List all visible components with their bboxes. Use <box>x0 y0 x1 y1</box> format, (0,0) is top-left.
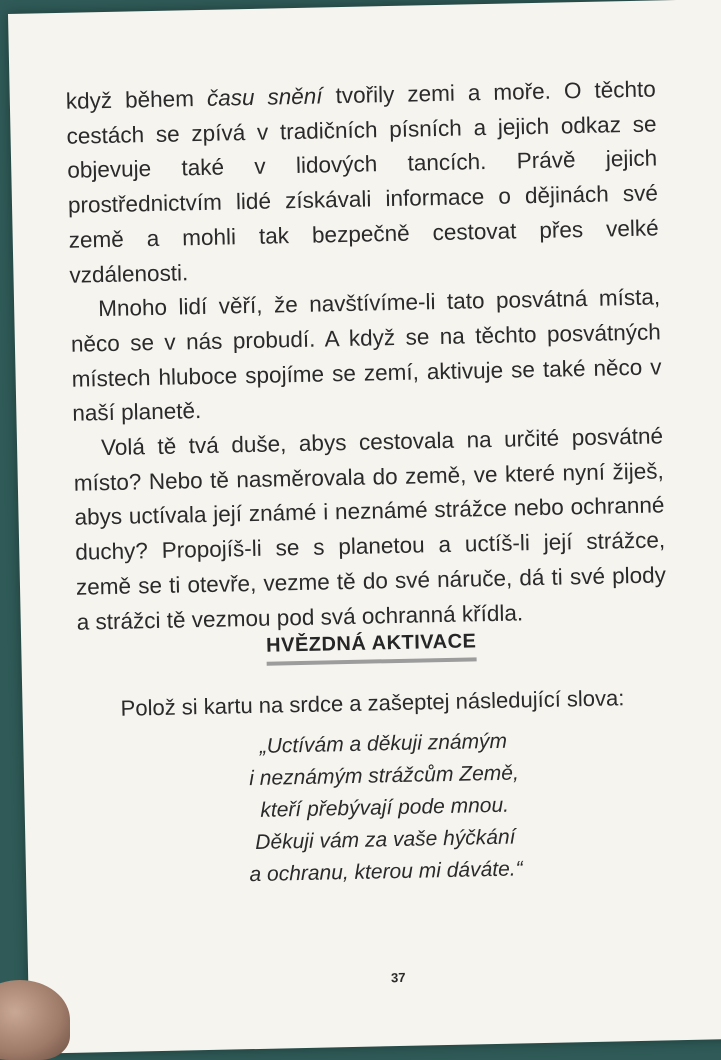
poem-line: a ochranu, kterou mi dáváte.“ <box>249 857 523 887</box>
poem-line: Děkuji vám za vaše hýčkání <box>255 825 516 855</box>
paragraph-2: Mnoho lidí věří, že navštívíme-li tato posvátná místa, něco se v nás probudí. A když se na těchto posvátných místech hluboce spojíme se zemí, aktivuje se také něco v naší planetě. <box>70 284 662 427</box>
poem-line: i neznámým strážcům Země, <box>249 761 520 791</box>
paragraph-1: když během času snění tvořily zemi a moře. O těchto cestách se zpívá v tradičních písních a jejich odkaz se objevuje také v lidových tancích. Právě jejich prostřednictvím lidé získávali informace o dějinách své země a mohli tak bezpečně cestovat přes velké vzdálenosti. <box>65 76 659 288</box>
poem-line: „Uctívám a děkuji známým <box>259 729 508 758</box>
instruction-text: Polož si kartu na srdce a zašeptej následující slova: <box>120 685 625 721</box>
page-number: 37 <box>390 969 406 986</box>
emphasis-text: času snění <box>206 83 323 111</box>
body-text <box>65 72 666 639</box>
poem-line: kteří přebývají pode mnou. <box>260 793 510 822</box>
poem <box>23 721 721 896</box>
section-heading: HVĚZDNÁ AKTIVACE <box>266 630 477 665</box>
book-page <box>8 0 721 1054</box>
paragraph-3: Volá tě tvá duše, abys cestovala na určité posvátné místo? Nebo tě nasměrovala do země, ve které nyní žiješ, abys uctívala její známé i neznámé strážce nebo ochranné duchy? Propojíš-li se s planetou a uctíš-li její strážce, země se ti otevře, vezme tě do své náruče, dá ti své plody a strážci tě vezmou pod svá ochranná křídla. <box>73 423 667 635</box>
